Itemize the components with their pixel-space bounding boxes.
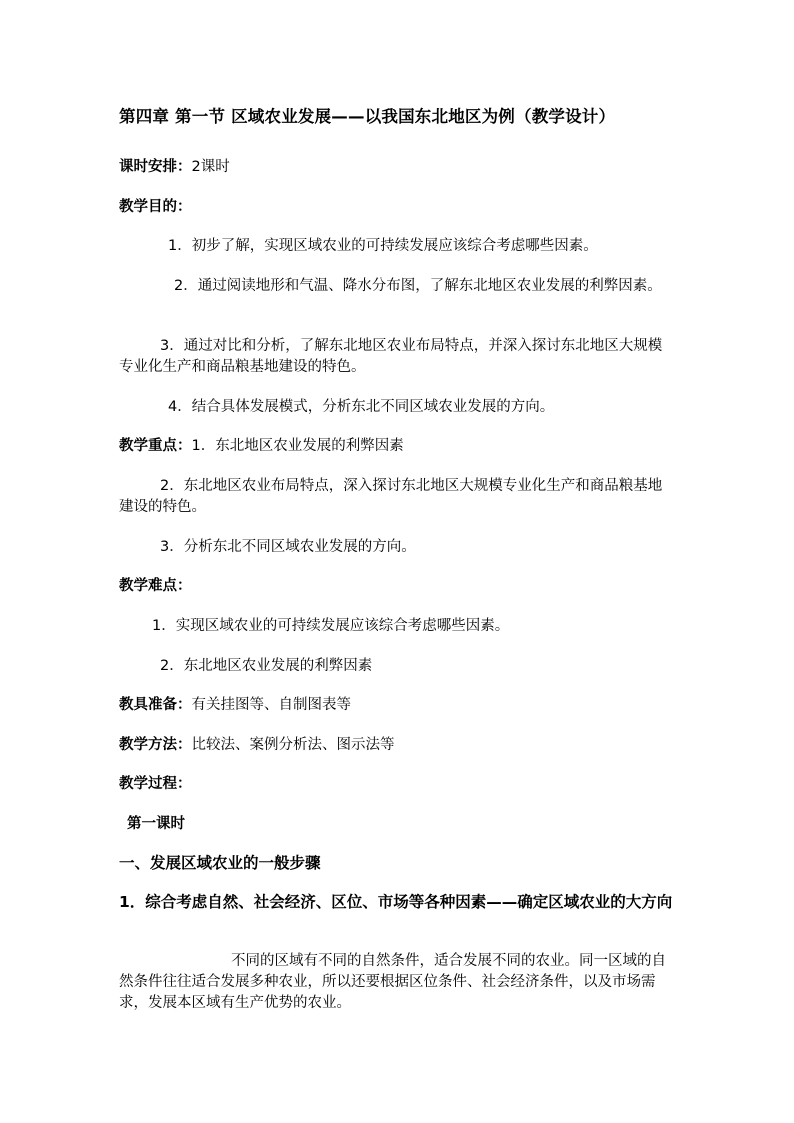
difficulty-item-1: 1．实现区域农业的可持续发展应该综合考虑哪些因素。 (152, 618, 510, 634)
objective-item-3 (119, 336, 667, 378)
schedule-value: 2课时 (191, 159, 230, 175)
document-title: 第四章 第一节 区域农业发展——以我国东北地区为例（教学设计） (119, 107, 616, 126)
difficulties-label: 教学难点： (119, 578, 192, 594)
objective-item-2-text: 2．通过阅读地形和气温、降水分布图，了解东北地区农业发展的利弊因素。 (174, 278, 662, 294)
difficulty-item-2: 2．东北地区农业发展的利弊因素 (160, 658, 373, 674)
aids-label: 教具准备： (119, 697, 192, 713)
objective-item-3-text: 3．通过对比和分析，了解东北地区农业布局特点，并深入探讨东北地区大规模专业化生产和商品粮基地建设的特色。 (119, 338, 663, 375)
methods-label: 教学方法： (119, 737, 192, 753)
objective-item-2 (119, 276, 667, 297)
step-1-body (119, 951, 667, 1014)
key-point-item-3: 3．分析东北不同区域农业发展的方向。 (160, 539, 416, 555)
key-point-item-2 (119, 476, 667, 518)
key-points-label: 教学重点： (119, 438, 192, 454)
step-1-title: 1．综合考虑自然、社会经济、区位、市场等各种因素——确定区域农业的大方向 (119, 893, 673, 911)
lesson-heading: 第一课时 (127, 816, 185, 832)
schedule-label: 课时安排： (119, 159, 192, 175)
methods-value: 比较法、案例分析法、图示法等 (191, 737, 395, 753)
section-heading: 一、发展区域农业的一般步骤 (119, 854, 321, 872)
process-label: 教学过程： (119, 776, 192, 792)
step-1-body-text: 不同的区域有不同的自然条件，适合发展不同的农业。同一区域的自然条件往往适合发展多种农业，所以还要根据区位条件、社会经济条件，以及市场需求，发展本区域有生产优势的农业。 (119, 953, 666, 1011)
schedule-line (119, 157, 679, 178)
methods-line (119, 735, 679, 756)
aids-line (119, 695, 679, 716)
key-points-line (119, 436, 679, 457)
objective-item-4: 4．结合具体发展模式，分析东北不同区域农业发展的方向。 (168, 399, 555, 415)
objectives-label: 教学目的： (119, 199, 192, 215)
aids-value: 有关挂图等、自制图表等 (191, 697, 351, 713)
key-point-item-1: 1．东北地区农业发展的利弊因素 (191, 438, 404, 454)
key-point-item-2-text: 2．东北地区农业布局特点，深入探讨东北地区大规模专业化生产和商品粮基地建设的特色。 (119, 478, 663, 515)
objective-item-1: 1．初步了解，实现区域农业的可持续发展应该综合考虑哪些因素。 (168, 238, 598, 254)
